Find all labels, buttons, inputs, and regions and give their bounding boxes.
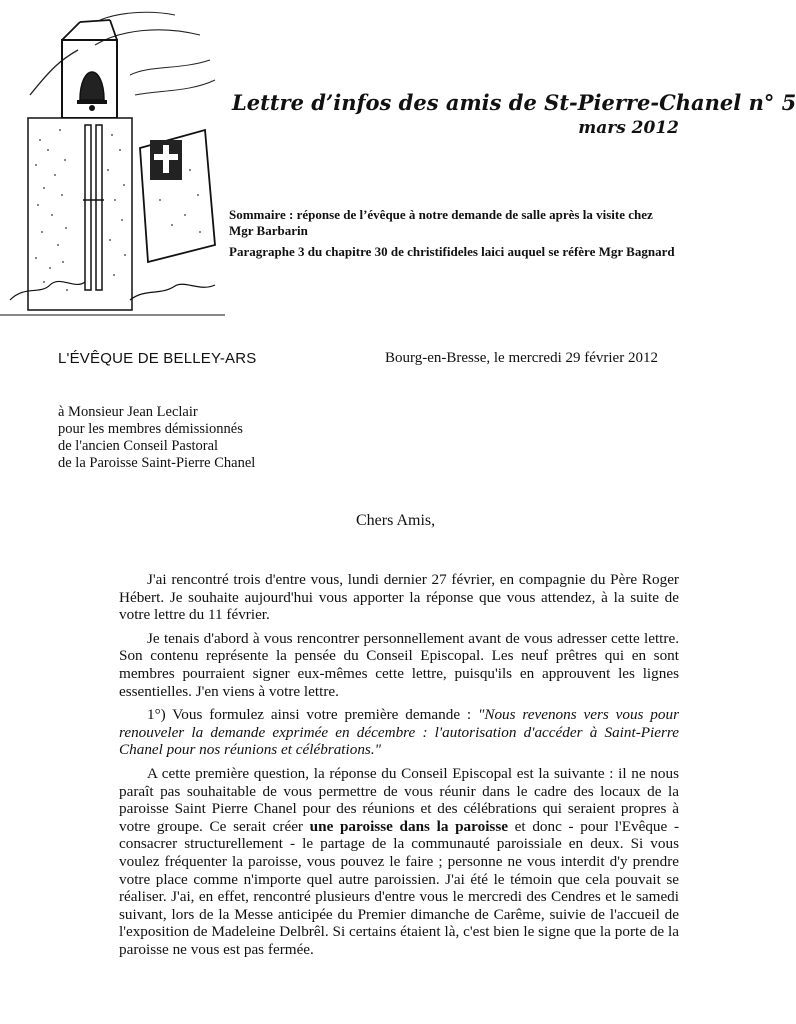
letter-addressee [58,404,255,472]
letter-sender: L'ÉVÊQUE DE BELLEY-ARS [58,350,257,367]
addressee-line: de l'ancien Conseil Pastoral [58,438,219,454]
addressee-line: de la Paroisse Saint-Pierre Chanel [58,455,256,471]
summary-line: Sommaire : réponse de l’évêque à notre demande de salle après la visite chez Mgr Barbarin [229,207,653,238]
letter-paragraph [119,706,679,759]
paragraph-text: A cette première question, la réponse du Conseil Episcopal est la suivante : il ne nous paraît pas souhaitable de vous permettre de vous réunir dans le cadre des locaux de la paroisse Saint Pierre Chanel pour des réunions et des célébrations qui seraient propres à votre groupe. Ce serait créer [119,764,679,835]
letter-paragraph: J'ai rencontré trois d'entre vous, lundi dernier 27 février, en compagnie du Père Roger Hébert. Je souhaite aujourd'hui vous apporter la réponse que vous attendez, à la suite de votre lettre du 11 février. [119,571,679,624]
quoted-request: "Nous revenons vers vous pour renouveler la demande exprimée en décembre : l'autorisation d'accéder à Saint-Pierre Chanel pour nos réunions et célébrations." [119,706,679,759]
issue-date: mars 2012 [578,118,679,138]
paragraph-text: 1°) Vous formulez ainsi votre première demande : [147,706,478,724]
letter-salutation: Chers Amis, [356,512,436,529]
summary-line: Paragraphe 3 du chapitre 30 de christifideles laici auquel se réfère Mgr Bagnard [229,244,675,259]
newsletter-title: Lettre d’infos des amis de St-Pierre-Chanel n° 5 [232,90,796,115]
addressee-line: à Monsieur Jean Leclair [58,404,198,420]
paragraph-text: et donc - pour l'Evêque - consacrer structurellement - le partage de la communauté paroissiale en deux. Si vous voulez fréquenter la paroisse, vous pouvez le faire ; personne ne vous interdit d'y prendre votre place comme n'importe quel autre paroissien. J'ai été le témoin que cela pouvait se réaliser. J'ai, en effet, rencontré plusieurs d'entre vous le mercredi des Cendres et le samedi suivant, lors de la Messe anticipée du Premier dimanche de Carême, suivie de l'accueil de l'exposition de Madeleine Delbrêl. Si certains étaient là, c'est bien le signe que la porte de la paroisse ne vous est pas fermée. [119,817,680,958]
summary-block [229,207,679,265]
letter-paragraph [119,765,679,959]
addressee-line: pour les membres démissionnés [58,421,243,437]
church-bell-tower-illustration [0,0,225,340]
letter-place-date: Bourg-en-Bresse, le mercredi 29 février 2012 [385,350,658,366]
letter-body [119,571,679,964]
emphasis-text: une paroisse dans la paroisse [309,817,508,835]
letter-paragraph: Je tenais d'abord à vous rencontrer personnellement avant de vous adresser cette lettre. Son contenu représente la pensée du Conseil Episcopal. Les neuf prêtres qui en sont membres pourraient signer eux-mêmes cette lettre, puisqu'ils en approuvent les lignes essentielles. J'en viens à votre lettre. [119,629,679,700]
